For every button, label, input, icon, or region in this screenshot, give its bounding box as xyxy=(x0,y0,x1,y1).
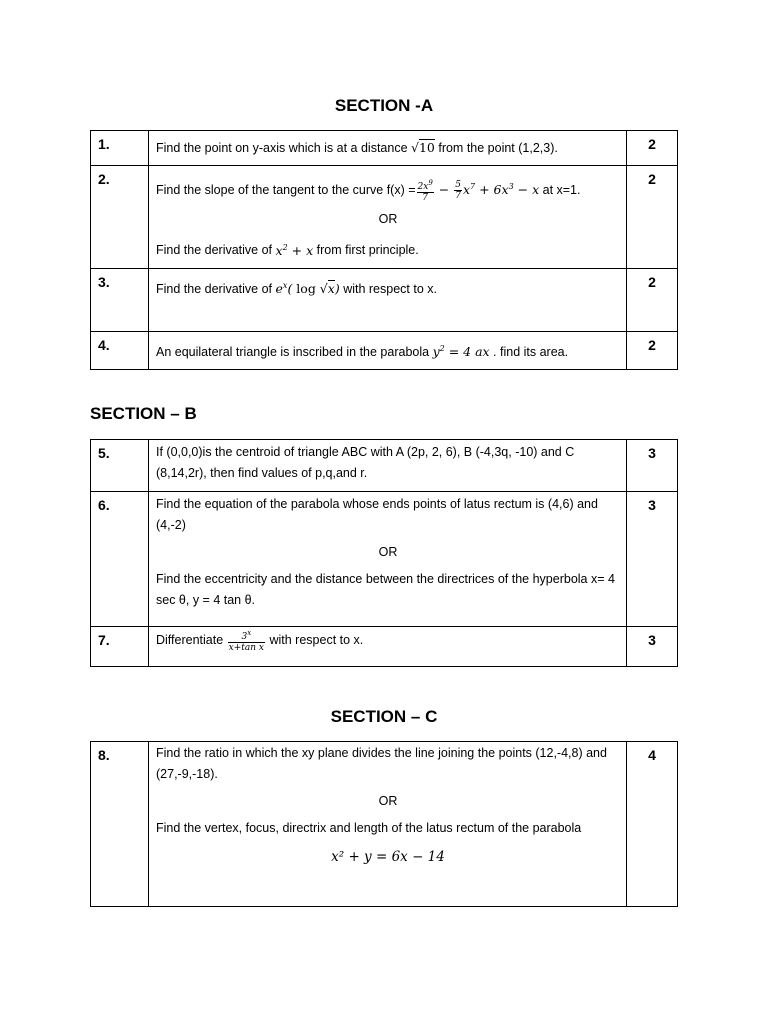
parabola-equation: x² + y = 6x − 14 xyxy=(331,849,445,865)
question-number: 7. xyxy=(91,627,149,667)
question-text: An equilateral triangle is inscribed in the parabola $y^2 = 4$ ax . find its area. xyxy=(149,331,627,369)
question-marks: 2 xyxy=(627,131,678,166)
question-marks: 4 xyxy=(627,742,678,907)
question-number: 1. xyxy=(91,131,149,166)
question-row-2 xyxy=(91,166,678,269)
section-a-table xyxy=(90,130,678,370)
question-number: 4. xyxy=(91,331,149,369)
question-row-1 xyxy=(91,131,678,166)
question-number: 8. xyxy=(91,742,149,907)
question-text: Find the ratio in which the xy plane divides the line joining the points (12,-4,8) and (27,-9,-18). OR Find the vertex, focus, directrix and length of the latus rectum of the parabola x² + y = 6x − 14 xyxy=(149,742,627,907)
question-row-3 xyxy=(91,268,678,331)
question-number: 5. xyxy=(91,440,149,492)
section-c-title: SECTION – C xyxy=(330,707,438,726)
question-text: Find the equation of the parabola whose ends points of latus rectum is (4,6) and (4,-2) OR Find the eccentricity and the distance between the directrices of the hyperbola x= 4 sec θ, y = 4 tan θ. xyxy=(149,492,627,627)
question-text: Differentiate $\frac{3^x}{\text{x+tan x}}$ with respect to x. xyxy=(149,627,627,667)
question-number: 2. xyxy=(91,166,149,269)
section-b-title: SECTION – B xyxy=(90,404,197,423)
question-row-5 xyxy=(91,440,678,492)
question-text: Find the derivative of $e^x$( log √x) with respect to x. xyxy=(149,268,627,331)
section-b-table xyxy=(90,439,678,667)
question-row-6 xyxy=(91,492,678,627)
section-c-table xyxy=(90,741,678,907)
question-row-4 xyxy=(91,331,678,369)
question-number: 3. xyxy=(91,268,149,331)
question-number: 6. xyxy=(91,492,149,627)
question-text: Find the point on y-axis which is at a distance √10 from the point (1,2,3). xyxy=(149,131,627,166)
question-text: Find the slope of the tangent to the curve f(x) = $\frac{2x^9}{7}$ − $\frac{5}{7}$ $x^7 + 6x^3 - x$ at x=1. OR Find the derivative of $x^2 + x$ from first principle. xyxy=(149,166,627,269)
question-row-7 xyxy=(91,627,678,667)
question-text: If (0,0,0)is the centroid of triangle ABC with A (2p, 2, 6), B (-4,3q, -10) and C (8,14,2r), then find values of p,q,and r. xyxy=(149,440,627,492)
or-label: OR xyxy=(378,212,398,227)
question-marks: 2 xyxy=(627,331,678,369)
section-a-title: SECTION -A xyxy=(334,96,434,115)
question-marks: 3 xyxy=(627,440,678,492)
or-label: OR xyxy=(378,794,398,808)
question-marks: 3 xyxy=(627,492,678,627)
question-marks: 3 xyxy=(627,627,678,667)
or-label: OR xyxy=(378,545,398,559)
question-marks: 2 xyxy=(627,166,678,269)
question-row-8 xyxy=(91,742,678,907)
question-marks: 2 xyxy=(627,268,678,331)
